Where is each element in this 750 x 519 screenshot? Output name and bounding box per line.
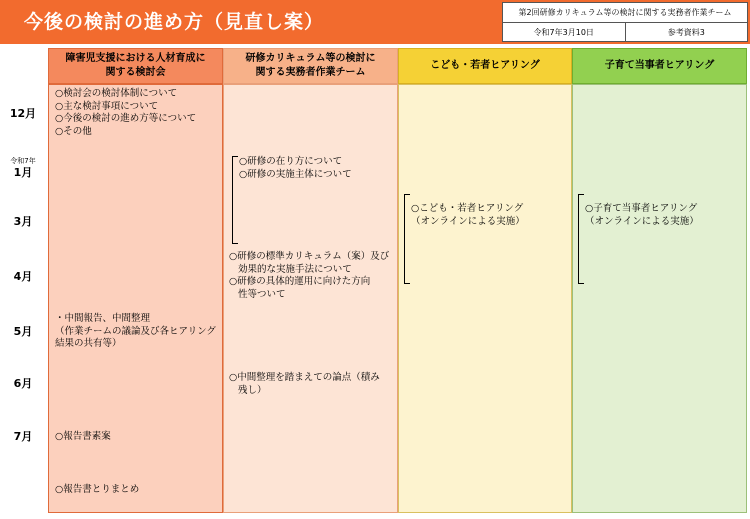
document-reference: 参考資料3	[625, 23, 748, 42]
document-info-box	[502, 2, 748, 42]
month-label: 5月	[13, 325, 33, 338]
meeting-name: 第2回研修カリキュラム等の検討に関する実務者作業チーム	[503, 3, 747, 23]
document-date: 令和7年3月10日	[533, 28, 594, 37]
era-label: 令和7年	[10, 157, 36, 165]
working-team-phase1-topics: ○研修の在り方について ○研修の実施主体について	[239, 156, 352, 180]
youth-hearing-entry: ○こども・若者ヒアリング （オンラインによる実施）	[411, 203, 525, 227]
working-team-phase2-topics: ○研修の標準カリキュラム（案）及び 効果的な実施手法について ○研修の具体的運用に向けた方向 性等ついて	[229, 251, 390, 300]
parent-hearing-entry: ○子育て当事者ヒアリング （オンラインによる実施）	[585, 203, 699, 227]
month-label: 6月	[13, 377, 33, 390]
study-group-interim-report: ・中間報告、中間整理 （作業チームの議論及び各ヒアリング 結果の共有等）	[55, 313, 216, 349]
working-team-period-bracket	[232, 156, 238, 244]
column-body-study-group	[48, 84, 223, 513]
month-label: 令和7年 1月	[0, 157, 46, 179]
month-label: 3月	[13, 215, 33, 228]
column-header-parent-hearing: 子育て当事者ヒアリング	[572, 48, 747, 84]
column-header-youth-hearing: こども・若者ヒアリング	[398, 48, 572, 84]
study-group-final-report: ○報告書とりまとめ	[55, 484, 140, 495]
column-header-working-team: 研修カリキュラム等の検討に 関する実務者作業チーム	[223, 48, 398, 84]
month-label: 7月	[13, 430, 33, 443]
parent-hearing-period-bracket	[578, 194, 584, 284]
working-team-phase3-topics: ○中間整理を踏まえての論点（積み 残し）	[229, 372, 380, 396]
study-group-kickoff-agenda: ○検討会の検討体制について ○主な検討事項について ○今後の検討の進め方等について ○その他	[55, 88, 197, 137]
column-body-parent-hearing	[572, 84, 747, 513]
study-group-draft-report: ○報告書素案	[55, 431, 111, 442]
month-label: 12月	[9, 107, 37, 120]
title-bar	[0, 0, 750, 44]
youth-hearing-period-bracket	[404, 194, 410, 284]
column-body-youth-hearing	[398, 84, 572, 513]
month-label: 4月	[13, 270, 33, 283]
column-header-study-group: 障害児支援における人材育成に 関する検討会	[48, 48, 223, 84]
page-title: 今後の検討の進め方（見直し案）	[24, 11, 325, 33]
